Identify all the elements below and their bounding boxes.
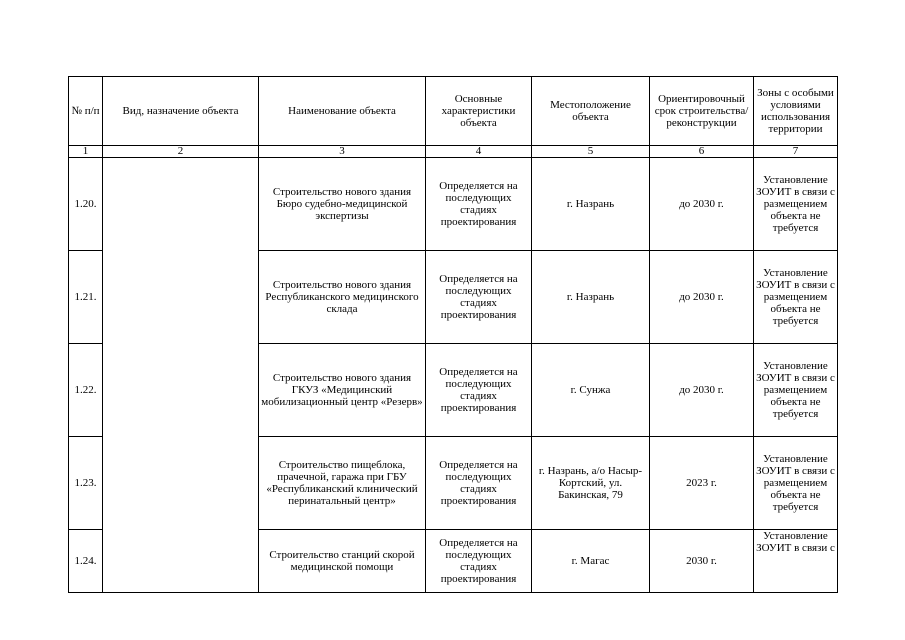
- column-number: 1: [69, 146, 103, 158]
- header-zones: Зоны с особыми условиями использования территории: [754, 77, 838, 146]
- column-numbers-row: [69, 146, 838, 158]
- object-name: Строительство станций скорой медицинской помощи: [259, 530, 426, 593]
- object-term: до 2030 г.: [650, 251, 754, 344]
- row-number: 1.22.: [69, 344, 103, 437]
- object-location: г. Назрань: [532, 251, 650, 344]
- header-term: Ориентировочный срок строительства/ реконструкции: [650, 77, 754, 146]
- object-term: до 2030 г.: [650, 344, 754, 437]
- header-characteristics: Основные характеристики объекта: [426, 77, 532, 146]
- object-characteristics: Определяется на последующих стадиях проектирования: [426, 158, 532, 251]
- object-location: г. Назрань: [532, 158, 650, 251]
- row-number: 1.24.: [69, 530, 103, 593]
- objects-table: [68, 76, 838, 593]
- object-name: Строительство нового здания Республиканского медицинского склада: [259, 251, 426, 344]
- object-characteristics: Определяется на последующих стадиях проектирования: [426, 437, 532, 530]
- object-characteristics: Определяется на последующих стадиях проектирования: [426, 344, 532, 437]
- object-location: г. Сунжа: [532, 344, 650, 437]
- header-number: № п/п: [69, 77, 103, 146]
- object-zones: Установление ЗОУИТ в связи с: [754, 530, 838, 593]
- object-term: до 2030 г.: [650, 158, 754, 251]
- object-zones: Установление ЗОУИТ в связи с размещением объекта не требуется: [754, 251, 838, 344]
- object-zones: Установление ЗОУИТ в связи с размещением объекта не требуется: [754, 344, 838, 437]
- object-name: Строительство нового здания ГКУЗ «Медицинский мобилизационный центр «Резерв»: [259, 344, 426, 437]
- header-location: Местоположение объекта: [532, 77, 650, 146]
- column-number: 6: [650, 146, 754, 158]
- object-characteristics: Определяется на последующих стадиях проектирования: [426, 530, 532, 593]
- object-location: г. Магас: [532, 530, 650, 593]
- table-row: [69, 158, 838, 251]
- object-location: г. Назрань, а/о Насыр-Кортский, ул. Бакинская, 79: [532, 437, 650, 530]
- header-row: [69, 77, 838, 146]
- object-zones: Установление ЗОУИТ в связи с размещением объекта не требуется: [754, 437, 838, 530]
- column-number: 5: [532, 146, 650, 158]
- column-number: 3: [259, 146, 426, 158]
- object-name: Строительство пищеблока, прачечной, гаража при ГБУ «Республиканский клинический перинатальный центр»: [259, 437, 426, 530]
- header-name: Наименование объекта: [259, 77, 426, 146]
- row-number: 1.23.: [69, 437, 103, 530]
- object-type-cell: [103, 158, 259, 593]
- object-characteristics: Определяется на последующих стадиях проектирования: [426, 251, 532, 344]
- row-number: 1.21.: [69, 251, 103, 344]
- column-number: 4: [426, 146, 532, 158]
- object-term: 2030 г.: [650, 530, 754, 593]
- object-term: 2023 г.: [650, 437, 754, 530]
- column-number: 2: [103, 146, 259, 158]
- row-number: 1.20.: [69, 158, 103, 251]
- object-name: Строительство нового здания Бюро судебно-медицинской экспертизы: [259, 158, 426, 251]
- header-type: Вид, назначение объекта: [103, 77, 259, 146]
- column-number: 7: [754, 146, 838, 158]
- object-zones: Установление ЗОУИТ в связи с размещением объекта не требуется: [754, 158, 838, 251]
